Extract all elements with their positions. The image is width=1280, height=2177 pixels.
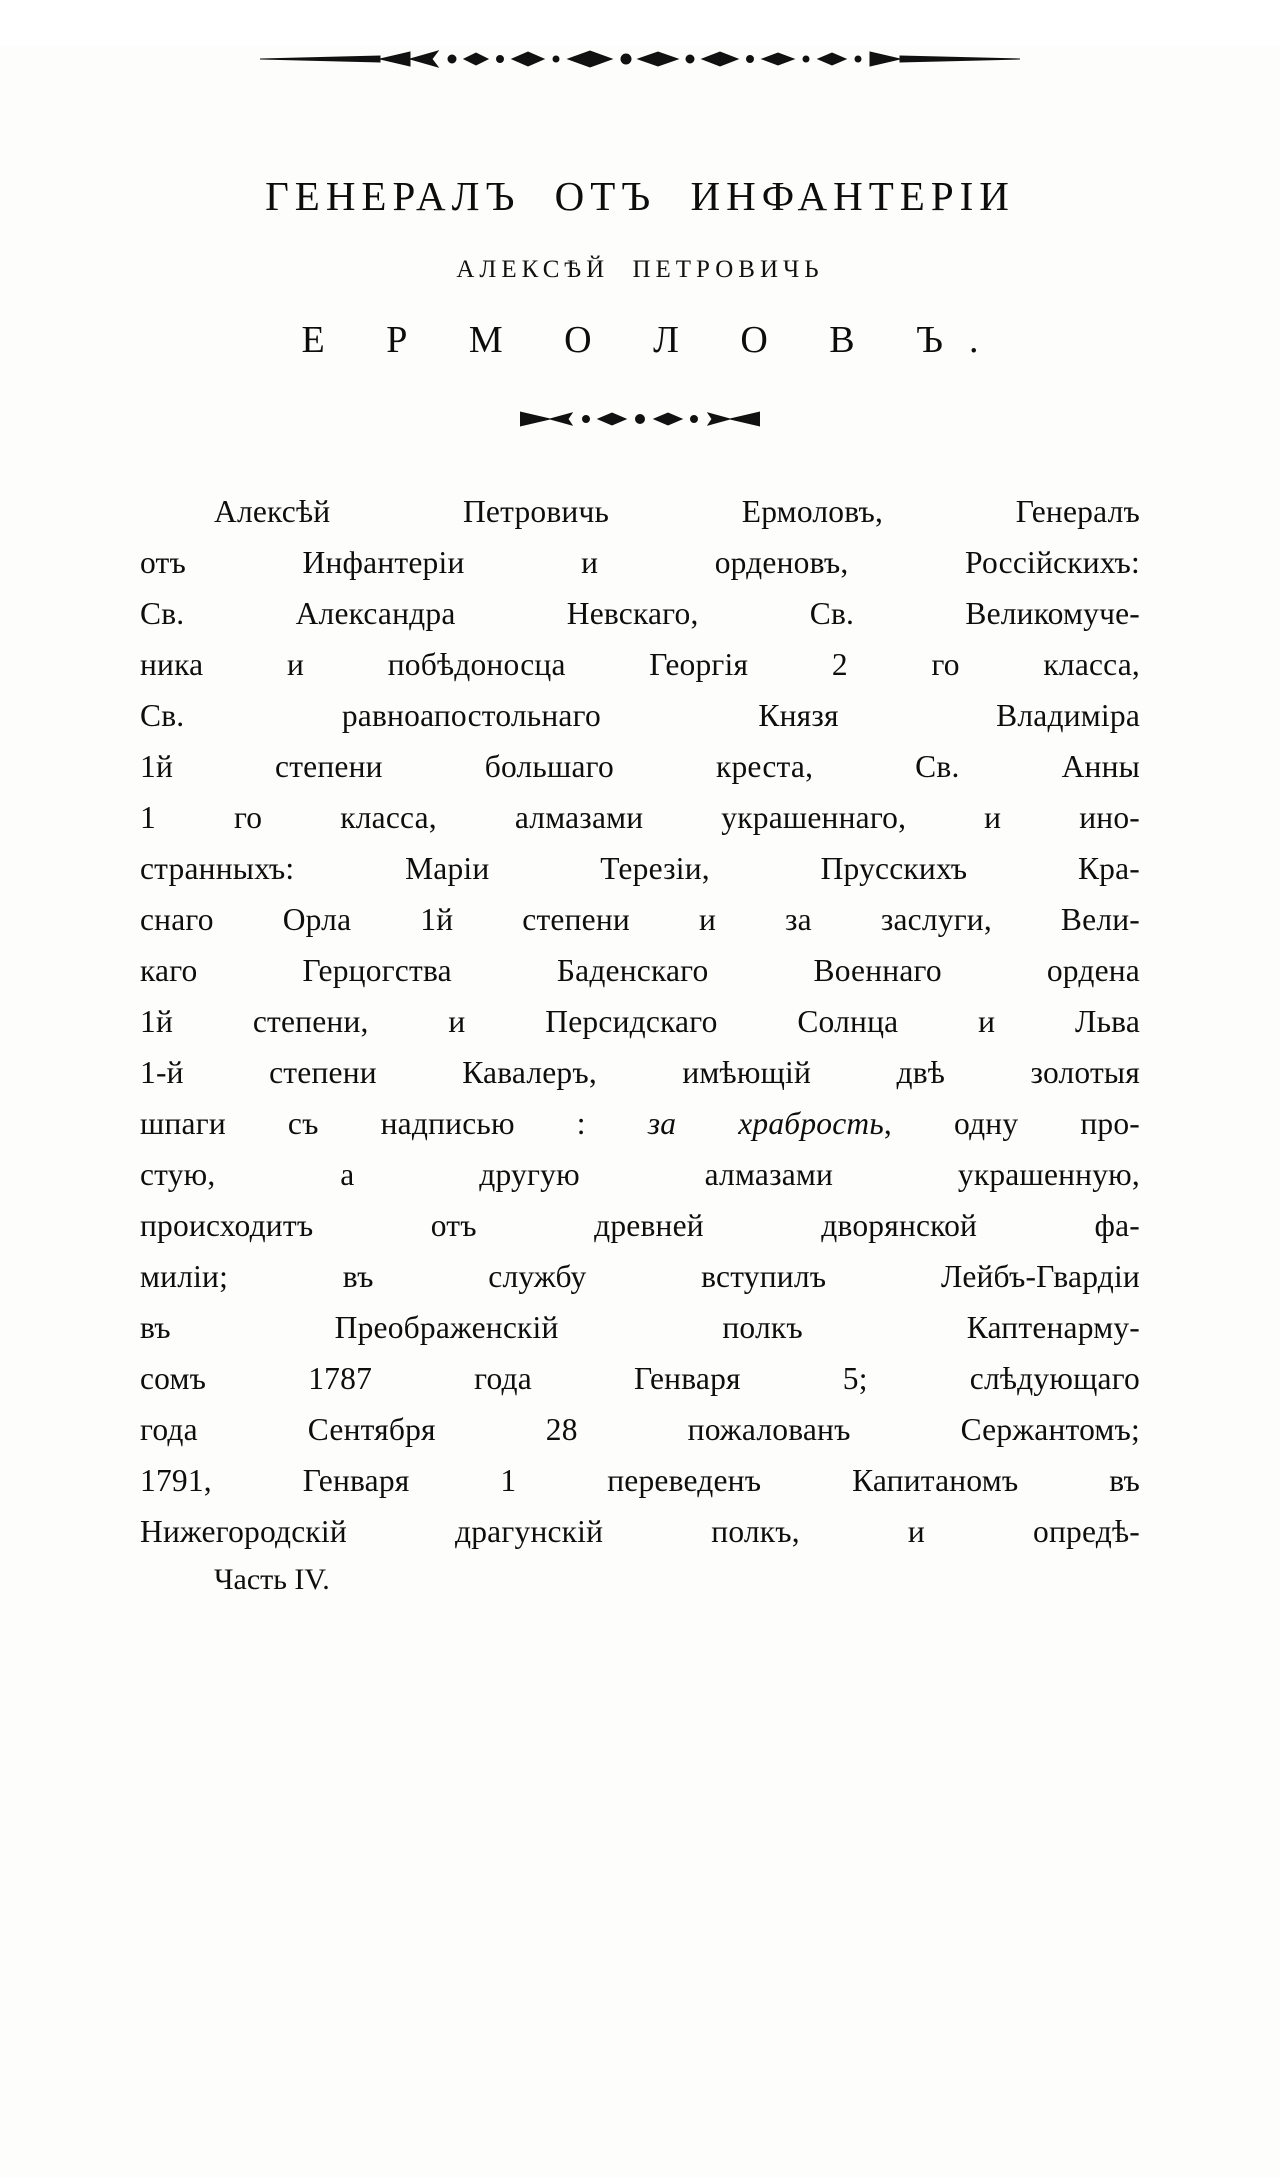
body-line: каго Герцогства Баденскаго Военнаго ордена xyxy=(140,953,1140,988)
italic-phrase: за храбрость xyxy=(647,1106,884,1141)
body-line: снаго Орла 1й степени и за заслуги, Вели- xyxy=(140,902,1140,937)
body-line: миліи; въ службу вступилъ Лейбъ-Гвардіи xyxy=(140,1259,1140,1294)
body-line: года Сентября 28 пожалованъ Сержантомъ; xyxy=(140,1412,1140,1447)
body-line: въ Преображенскій полкъ Каптенарму- xyxy=(140,1310,1140,1345)
body-line: Алексѣй Петровичь Ермоловъ, Генералъ xyxy=(214,494,1140,529)
body-line: Св. равноапостольнаго Князя Владиміра xyxy=(140,698,1140,733)
body-text xyxy=(140,486,1140,1557)
decorative-rule-wide-icon xyxy=(140,46,1140,72)
body-line: ника и побѣдоносца Георгія 2 го класса, xyxy=(140,647,1140,682)
page-title: ГЕНЕРАЛЪ ОТЪ ИНФАНТЕРІИ xyxy=(265,173,1015,219)
body-line-part: шпаги съ надписью : xyxy=(140,1106,648,1141)
page-subtitle-given-names: АЛЕКСѢЙ ПЕТРОВИЧЬ xyxy=(456,256,824,283)
page-footer xyxy=(140,1563,1140,1597)
part-label: Часть IV. xyxy=(214,1563,330,1596)
body-line: сомъ 1787 года Генваря 5; слѣдующаго xyxy=(140,1361,1140,1396)
body-line: странныхъ: Маріи Терезіи, Прусскихъ Кра- xyxy=(140,851,1140,886)
body-line: 1й степени большаго креста, Св. Анны xyxy=(140,749,1140,784)
body-line: 1-й степени Кавалеръ, имѣющій двѣ золотыя xyxy=(140,1055,1140,1090)
body-line-with-italic xyxy=(140,1098,1140,1149)
body-line: происходитъ отъ древней дворянской фа- xyxy=(140,1208,1140,1243)
body-line: стую, а другую алмазами украшенную, xyxy=(140,1157,1140,1192)
body-line: отъ Инфантеріи и орденовъ, Россійскихъ: xyxy=(140,545,1140,580)
page-title-surname: Е Р М О Л О В Ъ. xyxy=(301,319,1005,361)
body-line: Нижегородскій драгунскій полкъ, и опредѣ- xyxy=(140,1514,1140,1549)
body-line: 1 го класса, алмазами украшеннаго, и ино- xyxy=(140,800,1140,835)
body-line: 1й степени, и Персидскаго Солнца и Льва xyxy=(140,1004,1140,1039)
body-line: 1791, Генваря 1 переведенъ Капитаномъ въ xyxy=(140,1463,1140,1498)
decorative-rule-small-icon xyxy=(0,408,1280,430)
body-line: Св. Александра Невскаго, Св. Великомуче- xyxy=(140,596,1140,631)
document-page xyxy=(0,46,1280,2177)
page-title-block xyxy=(0,172,1280,362)
body-line-part: , одну про- xyxy=(883,1106,1140,1141)
